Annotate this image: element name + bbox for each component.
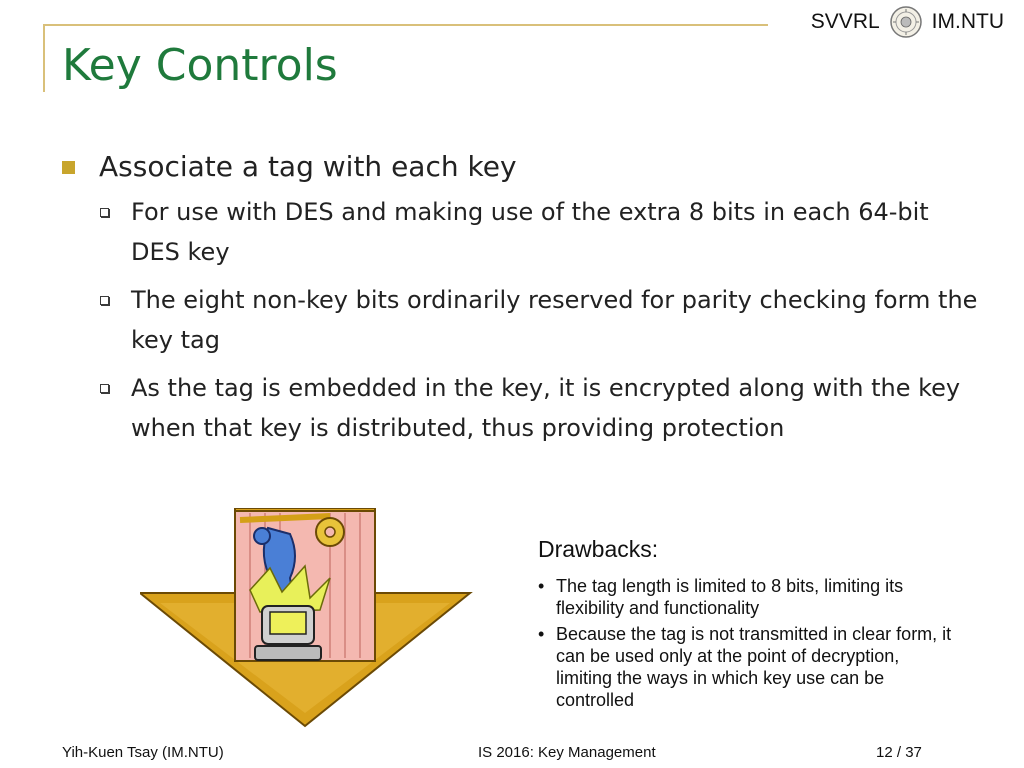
hollow-square-bullet-icon bbox=[100, 208, 109, 217]
sub-bullet-text: As the tag is embedded in the key, it is encrypted along with the key when that key is distributed, thus providing protection bbox=[131, 374, 961, 442]
page-current: 12 bbox=[876, 744, 893, 761]
sub-bullet-text: The eight non-key bits ordinarily reserved for parity checking form the key tag bbox=[131, 286, 978, 354]
footer-page-number: 12 / 37 bbox=[876, 744, 922, 761]
bullet-dot-icon: • bbox=[538, 624, 545, 644]
org-imntu: IM.NTU bbox=[931, 10, 1004, 33]
footer-course: IS 2016: Key Management bbox=[478, 744, 656, 761]
top-rule bbox=[43, 24, 768, 26]
bullet-main bbox=[62, 148, 992, 186]
hollow-square-bullet-icon bbox=[100, 384, 109, 393]
sub-bullet-1 bbox=[100, 192, 980, 272]
sub-bullet-3 bbox=[100, 368, 980, 448]
page-title: Key Controls bbox=[62, 40, 338, 91]
footer-author: Yih-Kuen Tsay (IM.NTU) bbox=[62, 744, 224, 761]
sub-bullet-2 bbox=[100, 280, 980, 360]
drawback-item-2 bbox=[538, 623, 958, 711]
drawback-item-1 bbox=[538, 575, 958, 619]
key-clipart-icon bbox=[140, 508, 500, 728]
square-bullet-icon bbox=[62, 161, 75, 174]
org-svvrl: SVVRL bbox=[810, 10, 880, 33]
bullet-main-text: Associate a tag with each key bbox=[99, 150, 517, 183]
left-rule bbox=[43, 24, 45, 92]
drawbacks-box bbox=[538, 536, 958, 715]
hollow-square-bullet-icon bbox=[100, 296, 109, 305]
drawback-text: Because the tag is not transmitted in clear form, it can be used only at the point of decryption, limiting the ways in which key use can be controlled bbox=[556, 624, 952, 710]
drawback-text: The tag length is limited to 8 bits, limiting its flexibility and functionality bbox=[556, 576, 904, 618]
page-total: 37 bbox=[905, 744, 922, 761]
drawbacks-title: Drawbacks: bbox=[538, 536, 659, 562]
university-seal-icon bbox=[890, 6, 922, 38]
bullet-dot-icon: • bbox=[538, 576, 545, 596]
bullet-list bbox=[62, 148, 992, 456]
sub-bullet-text: For use with DES and making use of the extra 8 bits in each 64-bit DES key bbox=[131, 198, 929, 266]
header-org bbox=[811, 6, 1004, 38]
